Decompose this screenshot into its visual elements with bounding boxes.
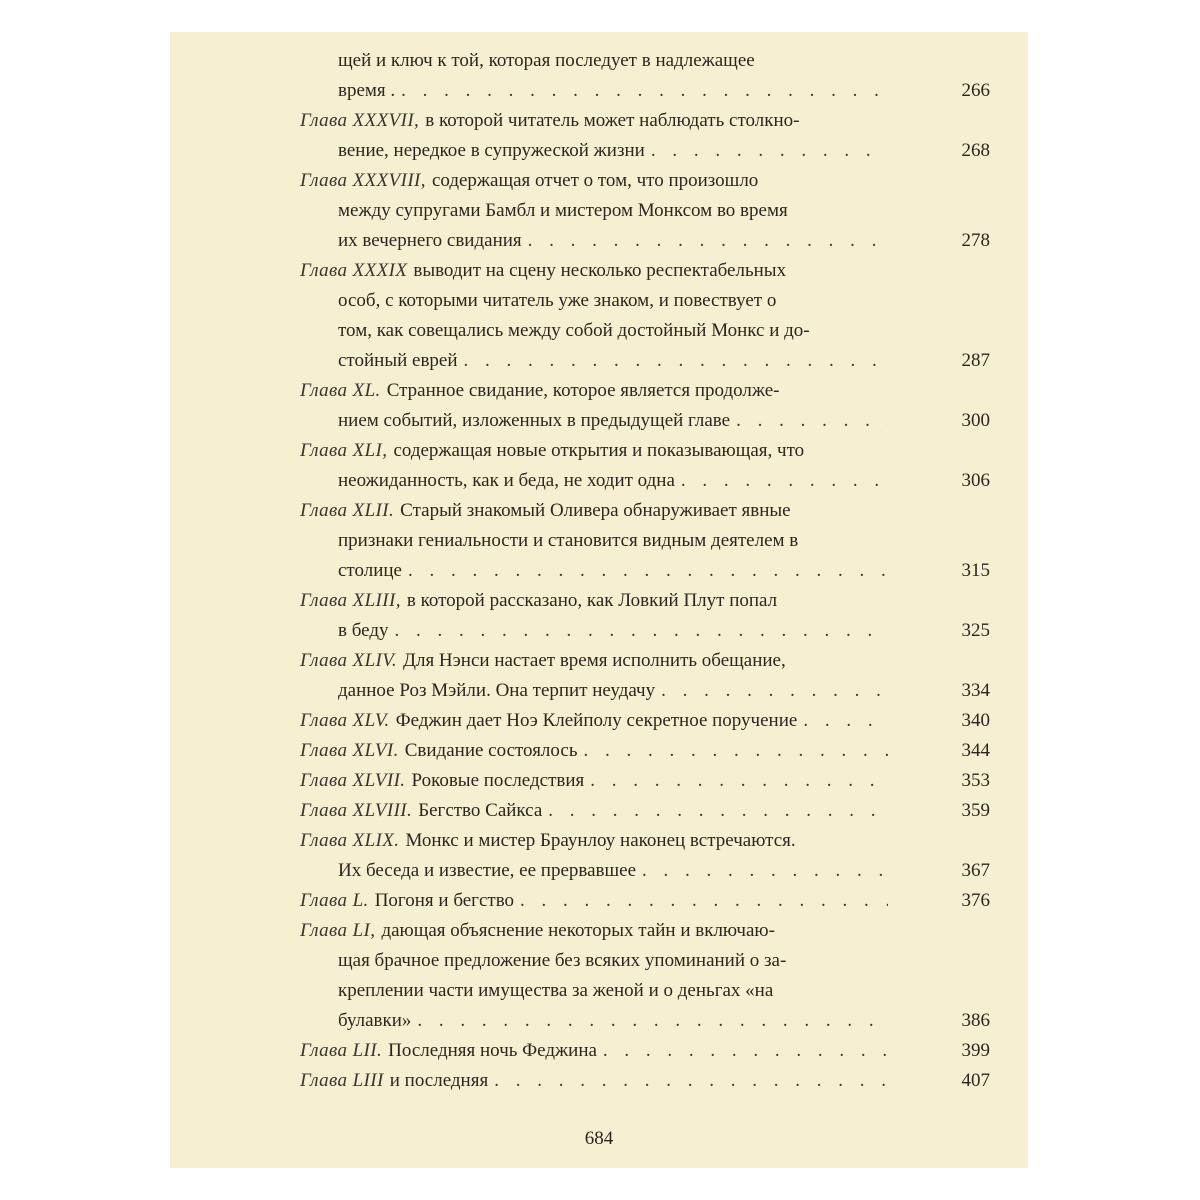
chapter-title-line: между супругами Бамбл и мистером Монксом во время bbox=[338, 200, 788, 221]
toc-line bbox=[300, 946, 990, 976]
chapter-title-line: в которой рассказано, как Ловкий Плут попал bbox=[406, 590, 778, 611]
toc-line bbox=[300, 796, 990, 826]
toc-line bbox=[300, 136, 990, 166]
chapter-title-line: выводит на сцену несколько респектабельных bbox=[413, 260, 787, 281]
chapter-title-line: в беду bbox=[338, 620, 389, 641]
chapter-number: Глава L. bbox=[300, 890, 369, 911]
toc-entry bbox=[300, 646, 990, 706]
page-reference: 287 bbox=[961, 350, 990, 371]
chapter-title-line: щая брачное предложение без всяких упоминаний о за- bbox=[338, 950, 787, 971]
toc-entry bbox=[300, 496, 990, 586]
page-reference: 344 bbox=[961, 740, 990, 761]
leader-dots bbox=[401, 76, 888, 106]
toc-entry bbox=[300, 376, 990, 436]
chapter-title-line: признаки гениальности и становится видным деятелем в bbox=[338, 530, 799, 551]
page-reference: 386 bbox=[961, 1010, 990, 1031]
chapter-title-line: нием событий, изложенных в предыдущей главе bbox=[338, 410, 731, 431]
toc-entry bbox=[300, 916, 990, 1036]
chapter-number: Глава XLII. bbox=[300, 500, 395, 521]
chapter-title-line: Для Нэнси настает время исполнить обещание, bbox=[403, 650, 786, 671]
chapter-title-line: дающая объяснение некоторых тайн и включаю- bbox=[381, 920, 775, 941]
chapter-number: Глава LI, bbox=[300, 920, 376, 941]
chapter-number: Глава LII. bbox=[300, 1040, 383, 1061]
page-reference: 367 bbox=[961, 860, 990, 881]
chapter-title-line: Старый знакомый Оливера обнаруживает явные bbox=[400, 500, 791, 521]
toc-line bbox=[300, 256, 990, 286]
toc-line bbox=[300, 1006, 990, 1036]
toc-entry bbox=[300, 1066, 990, 1096]
chapter-number: Глава XLVI. bbox=[300, 740, 399, 761]
page-reference: 315 bbox=[961, 560, 990, 581]
page-reference: 407 bbox=[961, 1070, 990, 1091]
table-of-contents bbox=[300, 46, 990, 1096]
leader-dots bbox=[395, 616, 889, 646]
chapter-title-line: Свидание состоялось bbox=[404, 740, 578, 761]
chapter-title-line: столице bbox=[338, 560, 402, 581]
toc-line bbox=[300, 496, 990, 526]
toc-line bbox=[300, 46, 990, 76]
chapter-number: Глава XLIII, bbox=[300, 590, 401, 611]
chapter-title-line: Бегство Сайкса bbox=[418, 800, 543, 821]
chapter-number: Глава XLVII. bbox=[300, 770, 406, 791]
toc-entry bbox=[300, 256, 990, 376]
chapter-title-line: Монкс и мистер Браунлоу наконец встречаются. bbox=[405, 830, 796, 851]
toc-line bbox=[300, 286, 990, 316]
toc-entry bbox=[300, 796, 990, 826]
toc-entry bbox=[300, 106, 990, 166]
leader-dots bbox=[528, 226, 888, 256]
toc-line bbox=[300, 886, 990, 916]
page-reference: 334 bbox=[961, 680, 990, 701]
leader-dots bbox=[548, 796, 888, 826]
chapter-title-line: данное Роз Мэйли. Она терпит неудачу bbox=[338, 680, 656, 701]
toc-line bbox=[300, 646, 990, 676]
leader-dots bbox=[408, 556, 888, 586]
toc-entry bbox=[300, 886, 990, 916]
chapter-title-line: щей и ключ к той, которая последует в надлежащее bbox=[338, 50, 755, 71]
page-reference: 278 bbox=[961, 230, 990, 251]
toc-line bbox=[300, 736, 990, 766]
chapter-number: Глава XL. bbox=[300, 380, 381, 401]
page-reference: 359 bbox=[961, 800, 990, 821]
toc-line bbox=[300, 1066, 990, 1096]
chapter-title-line: содержащая новые открытия и показывающая, что bbox=[393, 440, 805, 461]
leader-dots bbox=[494, 1066, 888, 1096]
toc-entry bbox=[300, 706, 990, 736]
toc-line bbox=[300, 526, 990, 556]
leader-dots bbox=[417, 1006, 888, 1036]
chapter-number: Глава XLIV. bbox=[300, 650, 397, 671]
chapter-title-line: их вечернего свидания bbox=[338, 230, 522, 251]
chapter-title-line: и последняя bbox=[389, 1070, 489, 1091]
toc-line bbox=[300, 436, 990, 466]
chapter-title-line: креплении части имущества за женой и о деньгах «на bbox=[338, 980, 774, 1001]
chapter-title-line: время . bbox=[338, 80, 396, 101]
toc-line bbox=[300, 586, 990, 616]
leader-dots bbox=[803, 706, 888, 736]
leader-dots bbox=[642, 856, 888, 886]
toc-line bbox=[300, 826, 990, 856]
toc-entry bbox=[300, 166, 990, 256]
chapter-number: Глава XXXVIII, bbox=[300, 170, 426, 191]
chapter-title-line: стойный еврей bbox=[338, 350, 458, 371]
chapter-title-line: Последняя ночь Феджина bbox=[388, 1040, 597, 1061]
toc-line bbox=[300, 1036, 990, 1066]
toc-line bbox=[300, 226, 990, 256]
chapter-title-line: Феджин дает Ноэ Клейполу секретное поручение bbox=[395, 710, 798, 731]
chapter-title-line: том, как совещались между собой достойный Монкс и до- bbox=[338, 320, 810, 341]
chapter-number: Глава LIII bbox=[300, 1070, 384, 1091]
toc-line bbox=[300, 316, 990, 346]
toc-entry bbox=[300, 826, 990, 886]
toc-line bbox=[300, 406, 990, 436]
page-reference: 325 bbox=[961, 620, 990, 641]
chapter-title-line: Их беседа и известие, ее прервавшее bbox=[338, 860, 637, 881]
toc-line bbox=[300, 856, 990, 886]
chapter-number: Глава XLVIII. bbox=[300, 800, 413, 821]
toc-entry bbox=[300, 46, 990, 106]
chapter-title-line: булавки» bbox=[338, 1010, 412, 1031]
book-page bbox=[170, 32, 1028, 1168]
chapter-title-line: особ, с которыми читатель уже знаком, и повествует о bbox=[338, 290, 777, 311]
page-reference: 268 bbox=[961, 140, 990, 161]
toc-entry bbox=[300, 736, 990, 766]
chapter-title-line: неожиданность, как и беда, не ходит одна bbox=[338, 470, 675, 491]
toc-line bbox=[300, 346, 990, 376]
toc-line bbox=[300, 556, 990, 586]
toc-line bbox=[300, 76, 990, 106]
leader-dots bbox=[651, 136, 888, 166]
leader-dots bbox=[681, 466, 888, 496]
chapter-title-line: в которой читатель может наблюдать столкно- bbox=[425, 110, 800, 131]
chapter-title-line: Роковые последствия bbox=[411, 770, 585, 791]
toc-entry bbox=[300, 436, 990, 496]
leader-dots bbox=[584, 736, 889, 766]
toc-line bbox=[300, 976, 990, 1006]
toc-line bbox=[300, 916, 990, 946]
page-reference: 376 bbox=[961, 890, 990, 911]
chapter-title-line: содержащая отчет о том, что произошло bbox=[431, 170, 759, 191]
leader-dots bbox=[736, 406, 888, 436]
toc-line bbox=[300, 106, 990, 136]
toc-line bbox=[300, 466, 990, 496]
toc-line bbox=[300, 706, 990, 736]
page-number: 684 bbox=[584, 1128, 614, 1149]
toc-entry bbox=[300, 586, 990, 646]
page-reference: 399 bbox=[961, 1040, 990, 1061]
toc-line bbox=[300, 196, 990, 226]
page-reference: 353 bbox=[961, 770, 990, 791]
chapter-number: Глава XLI, bbox=[300, 440, 388, 461]
leader-dots bbox=[603, 1036, 888, 1066]
toc-line bbox=[300, 376, 990, 406]
chapter-number: Глава XLIX. bbox=[300, 830, 400, 851]
chapter-title-line: Погоня и бегство bbox=[374, 890, 515, 911]
chapter-title-line: Странное свидание, которое является продолже- bbox=[386, 380, 780, 401]
page-reference: 306 bbox=[961, 470, 990, 491]
leader-dots bbox=[520, 886, 888, 916]
chapter-title-line: вение, нередкое в супружеской жизни bbox=[338, 140, 645, 161]
toc-line bbox=[300, 676, 990, 706]
toc-entry bbox=[300, 766, 990, 796]
leader-dots bbox=[464, 346, 888, 376]
leader-dots bbox=[590, 766, 888, 796]
chapter-number: Глава XXXIX bbox=[300, 260, 408, 281]
page-reference: 340 bbox=[961, 710, 990, 731]
chapter-number: Глава XLV. bbox=[300, 710, 390, 731]
toc-line bbox=[300, 766, 990, 796]
chapter-number: Глава XXXVII, bbox=[300, 110, 420, 131]
toc-entry bbox=[300, 1036, 990, 1066]
page-reference: 300 bbox=[961, 410, 990, 431]
toc-line bbox=[300, 166, 990, 196]
leader-dots bbox=[661, 676, 888, 706]
toc-line bbox=[300, 616, 990, 646]
page-reference: 266 bbox=[961, 80, 990, 101]
